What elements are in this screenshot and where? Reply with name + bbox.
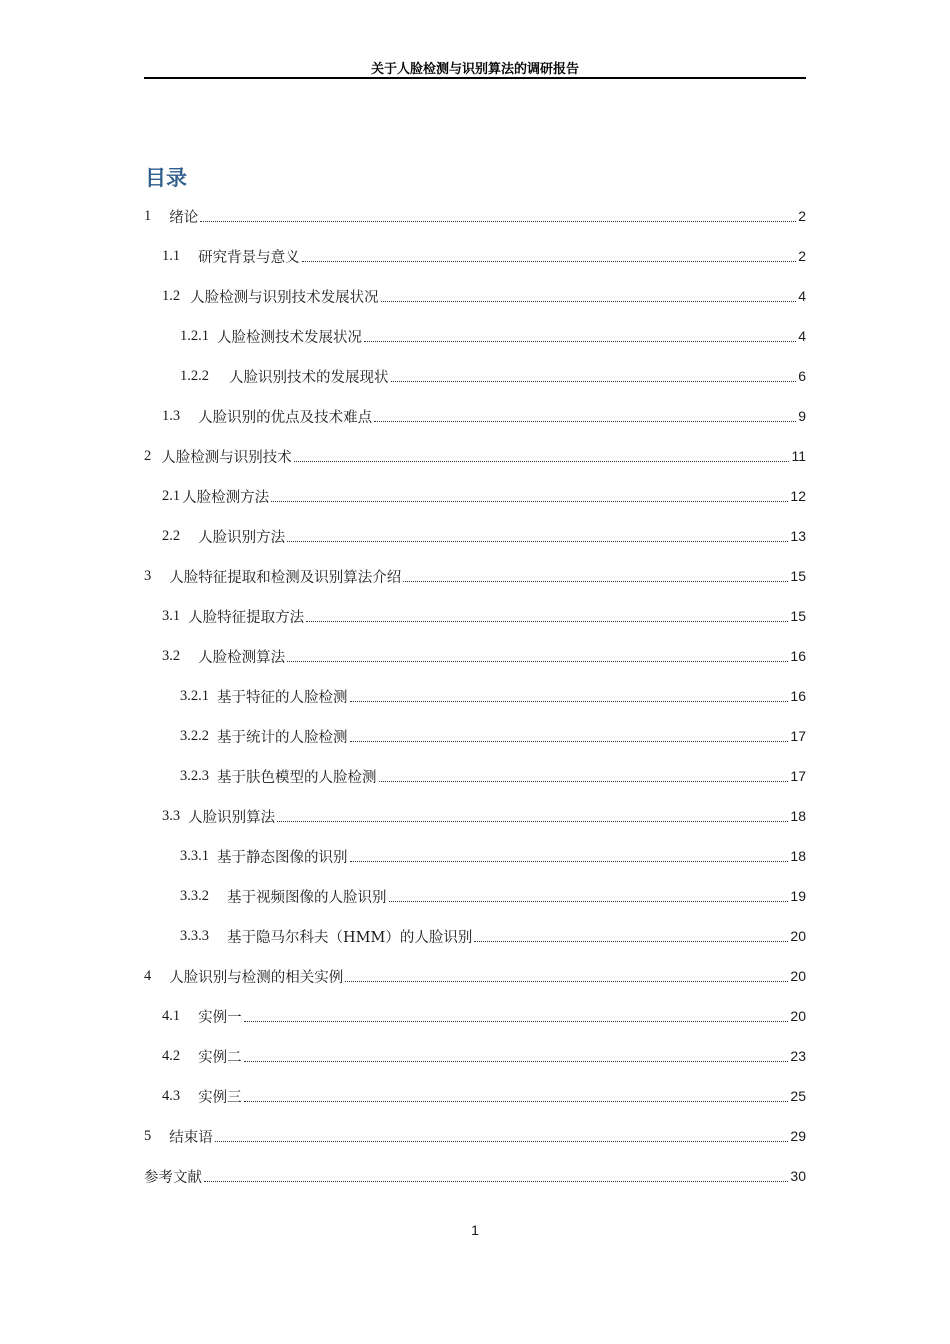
toc-entry-number: 4.2 bbox=[162, 1047, 181, 1064]
toc-entry-page: 9 bbox=[798, 408, 806, 424]
toc-entry-title: 基于视频图像的人脸识别 bbox=[227, 889, 387, 906]
toc-entry-title: 人脸识别与检测的相关实例 bbox=[169, 969, 344, 986]
toc-entry-title: 人脸识别算法 bbox=[188, 809, 276, 826]
toc-entry-number: 1.2 bbox=[162, 287, 181, 304]
toc-entry-title: 实例三 bbox=[198, 1089, 242, 1106]
toc-entry[interactable] bbox=[144, 716, 806, 756]
dot-leader bbox=[379, 780, 789, 782]
toc-entry[interactable] bbox=[144, 436, 806, 476]
toc-entry[interactable] bbox=[144, 1036, 806, 1076]
toc-entry-number: 3.3 bbox=[162, 807, 181, 824]
toc-entry-number: 3.2 bbox=[162, 647, 181, 664]
toc-entry[interactable] bbox=[144, 356, 806, 396]
toc-entry-title: 基于肤色模型的人脸检测 bbox=[217, 769, 377, 786]
dot-leader bbox=[374, 420, 796, 422]
toc-entry[interactable] bbox=[144, 836, 806, 876]
toc-entry-page: 20 bbox=[790, 928, 806, 944]
toc-entry-page: 20 bbox=[790, 968, 806, 984]
dot-leader bbox=[345, 980, 788, 982]
toc-entry-number: 3.3.2 bbox=[180, 887, 209, 904]
toc-entry-title: 人脸特征提取方法 bbox=[188, 609, 305, 626]
toc-entry-title: 人脸识别技术的发展现状 bbox=[229, 369, 389, 386]
toc-entry-page: 18 bbox=[790, 808, 806, 824]
table-of-contents bbox=[144, 196, 806, 1196]
toc-entry-title: 基于统计的人脸检测 bbox=[217, 729, 348, 746]
toc-entry-page: 18 bbox=[790, 848, 806, 864]
toc-entry-page: 2 bbox=[798, 248, 806, 264]
toc-entry-title: 基于隐马尔科夫（HMM）的人脸识别 bbox=[227, 929, 473, 946]
dot-leader bbox=[271, 500, 788, 502]
toc-entry-number: 1 bbox=[144, 207, 152, 224]
toc-entry-number: 1.3 bbox=[162, 407, 181, 424]
toc-entry-page: 11 bbox=[791, 448, 806, 464]
toc-entry-number: 4 bbox=[144, 967, 152, 984]
toc-entry[interactable] bbox=[144, 596, 806, 636]
toc-entry-number: 2.1 bbox=[162, 487, 181, 504]
toc-entry-title: 实例二 bbox=[198, 1049, 242, 1066]
toc-entry[interactable] bbox=[144, 916, 806, 956]
toc-entry[interactable] bbox=[144, 996, 806, 1036]
toc-entry-number: 3.3.1 bbox=[180, 847, 209, 864]
toc-entry-number: 4.3 bbox=[162, 1087, 181, 1104]
toc-entry-page: 25 bbox=[790, 1088, 806, 1104]
toc-entry-page: 15 bbox=[790, 568, 806, 584]
toc-entry-page: 23 bbox=[790, 1048, 806, 1064]
dot-leader bbox=[200, 220, 796, 222]
toc-entry-page: 6 bbox=[798, 368, 806, 384]
toc-entry-page: 12 bbox=[790, 488, 806, 504]
toc-entry-page: 13 bbox=[790, 528, 806, 544]
toc-entry[interactable] bbox=[144, 1156, 806, 1196]
toc-entry[interactable] bbox=[144, 316, 806, 356]
toc-entry[interactable] bbox=[144, 396, 806, 436]
dot-leader bbox=[294, 460, 790, 462]
toc-entry[interactable] bbox=[144, 676, 806, 716]
dot-leader bbox=[474, 940, 788, 942]
toc-entry-number: 5 bbox=[144, 1127, 152, 1144]
toc-entry-page: 16 bbox=[790, 648, 806, 664]
toc-entry-number: 2.2 bbox=[162, 527, 181, 544]
toc-entry[interactable] bbox=[144, 1076, 806, 1116]
dot-leader bbox=[215, 1140, 789, 1142]
toc-entry-number: 3.1 bbox=[162, 607, 181, 624]
toc-entry-title: 人脸识别方法 bbox=[198, 529, 286, 546]
dot-leader bbox=[287, 540, 788, 542]
dot-leader bbox=[204, 1180, 788, 1182]
toc-entry-number: 1.2.2 bbox=[180, 367, 209, 384]
toc-entry-page: 17 bbox=[790, 728, 806, 744]
dot-leader bbox=[350, 740, 789, 742]
toc-entry-number: 1.2.1 bbox=[180, 327, 209, 344]
dot-leader bbox=[244, 1060, 789, 1062]
toc-entry[interactable] bbox=[144, 196, 806, 236]
toc-entry-number: 3.2.1 bbox=[180, 687, 209, 704]
toc-entry-page: 17 bbox=[790, 768, 806, 784]
toc-entry-number: 1.1 bbox=[162, 247, 181, 264]
toc-entry-number: 4.1 bbox=[162, 1007, 181, 1024]
toc-entry-page: 15 bbox=[790, 608, 806, 624]
toc-entry[interactable] bbox=[144, 516, 806, 556]
running-header-title: 关于人脸检测与识别算法的调研报告 bbox=[370, 62, 579, 77]
dot-leader bbox=[364, 340, 796, 342]
toc-entry-title: 人脸检测与识别技术 bbox=[161, 449, 292, 466]
dot-leader bbox=[287, 660, 788, 662]
toc-entry[interactable] bbox=[144, 476, 806, 516]
dot-leader bbox=[350, 700, 789, 702]
toc-entry-number: 3.3.3 bbox=[180, 927, 209, 944]
dot-leader bbox=[381, 300, 797, 302]
header-rule bbox=[144, 77, 806, 79]
toc-entry-page: 19 bbox=[790, 888, 806, 904]
toc-entry[interactable] bbox=[144, 236, 806, 276]
page-number: 1 bbox=[471, 1222, 479, 1238]
toc-entry[interactable] bbox=[144, 276, 806, 316]
toc-entry-page: 2 bbox=[798, 208, 806, 224]
toc-entry-page: 29 bbox=[790, 1128, 806, 1144]
toc-entry-number: 3 bbox=[144, 567, 152, 584]
toc-entry-title: 结束语 bbox=[169, 1129, 213, 1146]
toc-entry[interactable] bbox=[144, 1116, 806, 1156]
toc-entry[interactable] bbox=[144, 796, 806, 836]
toc-entry-title: 人脸特征提取和检测及识别算法介绍 bbox=[169, 569, 402, 586]
toc-entry-number: 3.2.3 bbox=[180, 767, 209, 784]
dot-leader bbox=[350, 860, 789, 862]
toc-entry-number: 2 bbox=[144, 447, 152, 464]
dot-leader bbox=[244, 1020, 789, 1022]
toc-entry[interactable] bbox=[144, 956, 806, 996]
dot-leader bbox=[306, 620, 788, 622]
toc-entry-title: 实例一 bbox=[198, 1009, 242, 1026]
toc-entry-title: 人脸检测与识别技术发展状况 bbox=[190, 289, 379, 306]
toc-entry-page: 16 bbox=[790, 688, 806, 704]
dot-leader bbox=[244, 1100, 789, 1102]
toc-heading: 目录 bbox=[145, 166, 187, 190]
toc-entry-title: 研究背景与意义 bbox=[198, 249, 300, 266]
toc-entry-title: 基于特征的人脸检测 bbox=[217, 689, 348, 706]
toc-entry[interactable] bbox=[144, 556, 806, 596]
toc-entry-title: 人脸检测算法 bbox=[198, 649, 286, 666]
dot-leader bbox=[403, 580, 788, 582]
toc-entry[interactable] bbox=[144, 756, 806, 796]
toc-entry-number: 3.2.2 bbox=[180, 727, 209, 744]
dot-leader bbox=[389, 900, 789, 902]
toc-entry[interactable] bbox=[144, 636, 806, 676]
toc-entry-title: 人脸识别的优点及技术难点 bbox=[198, 409, 373, 426]
toc-entry-title: 参考文献 bbox=[144, 1169, 202, 1186]
toc-entry-page: 4 bbox=[798, 288, 806, 304]
toc-entry-title: 绪论 bbox=[169, 209, 199, 226]
toc-entry-title: 基于静态图像的识别 bbox=[217, 849, 348, 866]
dot-leader bbox=[302, 260, 797, 262]
dot-leader bbox=[277, 820, 788, 822]
dot-leader bbox=[391, 380, 797, 382]
toc-entry-page: 20 bbox=[790, 1008, 806, 1024]
toc-entry-title: 人脸检测技术发展状况 bbox=[217, 329, 362, 346]
toc-entry-page: 4 bbox=[798, 328, 806, 344]
toc-entry[interactable] bbox=[144, 876, 806, 916]
toc-entry-title: 人脸检测方法 bbox=[182, 489, 270, 506]
toc-entry-page: 30 bbox=[790, 1168, 806, 1184]
